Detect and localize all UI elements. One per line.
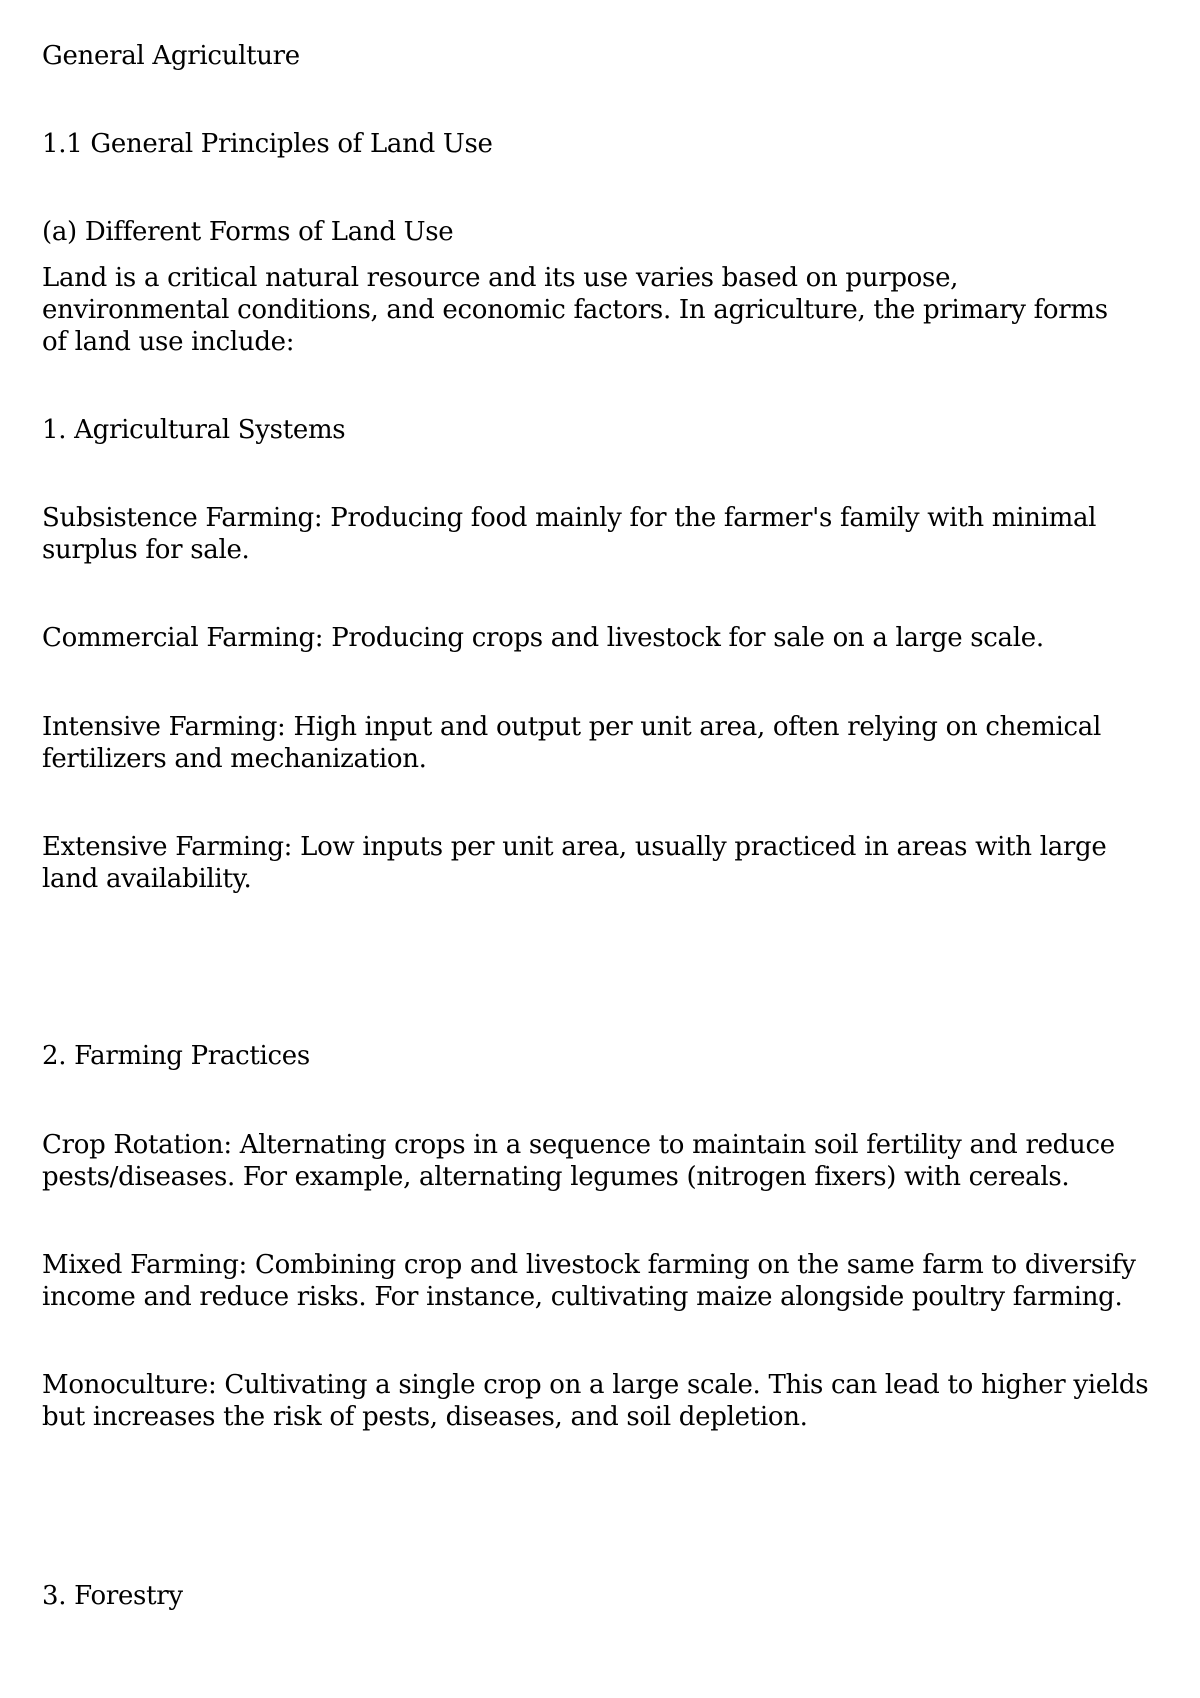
subsection-heading: (a) Different Forms of Land Use [42,217,454,247]
list-item-line: surplus for sale. [42,535,250,565]
farming-practices-heading: 2. Farming Practices [42,1041,310,1071]
list-item-line: Monoculture: Cultivating a single crop on a large scale. This can lead to higher yields [42,1370,1149,1400]
list-item-line: Mixed Farming: Combining crop and livestock farming on the same farm to diversify [42,1250,1136,1280]
list-item-line: fertilizers and mechanization. [42,744,427,774]
list-item-line: income and reduce risks. For instance, cultivating maize alongside poultry farming. [42,1282,1123,1312]
intro-paragraph-line: of land use include: [42,327,295,357]
list-item-line: Commercial Farming: Producing crops and livestock for sale on a large scale. [42,623,1044,653]
document-title: General Agriculture [42,41,300,71]
list-item-line: but increases the risk of pests, diseases, and soil depletion. [42,1402,808,1432]
intro-paragraph-line: environmental conditions, and economic factors. In agriculture, the primary forms [42,295,1108,325]
list-item-line: Subsistence Farming: Producing food mainly for the farmer's family with minimal [42,503,1097,533]
intro-paragraph-line: Land is a critical natural resource and its use varies based on purpose, [42,263,959,293]
list-item-line: Extensive Farming: Low inputs per unit area, usually practiced in areas with large [42,832,1107,862]
list-item-line: Intensive Farming: High input and output per unit area, often relying on chemical [42,712,1101,742]
list-item-line: Crop Rotation: Alternating crops in a sequence to maintain soil fertility and reduce [42,1130,1115,1160]
forestry-heading: 3. Forestry [42,1581,183,1611]
list-item-line: land availability. [42,864,252,894]
agricultural-systems-heading: 1. Agricultural Systems [42,415,346,445]
list-item-line: pests/diseases. For example, alternating legumes (nitrogen fixers) with cereals. [42,1162,1070,1192]
section-heading: 1.1 General Principles of Land Use [42,129,493,159]
